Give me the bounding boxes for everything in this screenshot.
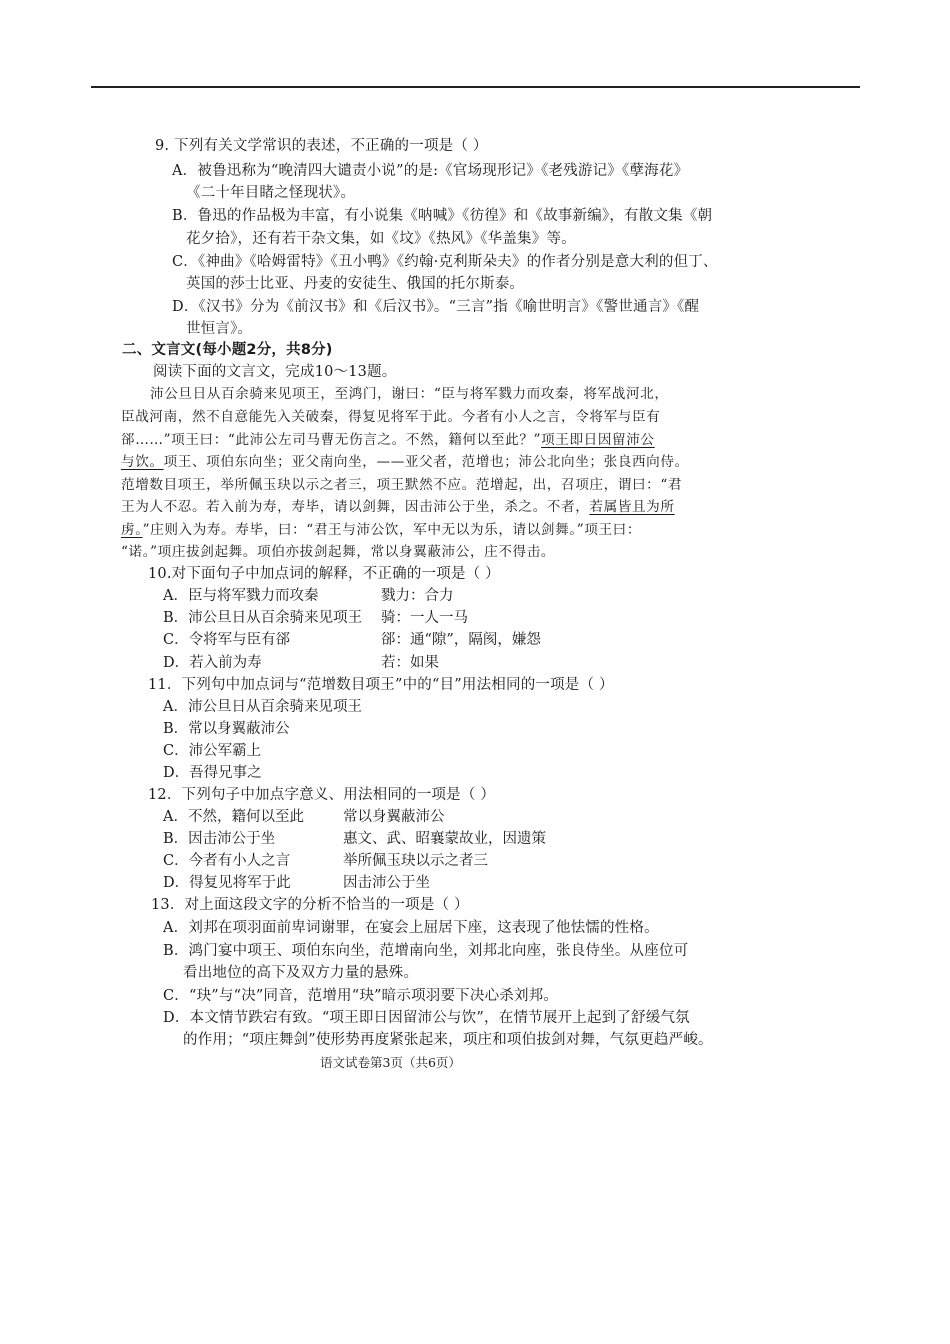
q9-option-c-line2: 英国的莎士比亚、丹麦的安徒生、俄国的托尔斯泰。 [186,276,525,292]
q9-option-b-line1: B．鲁迅的作品极为丰富，有小说集《呐喊》《彷徨》和《故事新编》，有散文集《朝 [172,208,713,224]
q13-option-a: A．刘邦在项羽面前卑词谢罪，在宴会上屈居下座，这表现了他怯懦的性格。 [163,920,659,936]
q9-option-d-line1: D．《汉书》分为《前汉书》和《后汉书》。“三言”指《喻世明言》《警世通言》《醒 [172,299,700,315]
q10-option-c-gloss: 郤：通“隙”，隔阂，嫌怨 [381,632,541,648]
underlined-sentence: 与饮。 [121,454,164,470]
underlined-sentence: 项王即日因留沛公 [541,432,655,448]
q10-option-d: D．若入前为寿 [163,655,262,671]
passage-line: 郤……”项王曰：“此沛公左司马曹无伤言之。不然，籍何以至此？”项王即日因留沛公 [121,432,655,448]
page-footer: 语文试卷第3页（共6页） [320,1055,461,1070]
passage-line: 臣战河南，然不自意能先入关破秦，得复见将军于此。今者有小人之言，令将军与臣有 [121,409,661,425]
q9-option-c-line1: C．《神曲》《哈姆雷特》《丑小鸭》《约翰·克利斯朵夫》的作者分别是意大利的但丁、 [172,254,718,270]
section-intro: 阅读下面的文言文，完成10～13题。 [153,364,397,380]
q12-option-b: B．因击沛公于坐 [163,831,276,847]
q10-option-b: B．沛公旦日从百余骑来见项王 [163,610,363,626]
header-rule [91,86,860,88]
passage-line: 与饮。项王、项伯东向坐；亚父南向坐，——亚父者，范增也；沛公北向坐；张良西向侍。 [121,454,689,470]
q12-option-d-compare: 因击沛公于坐 [343,875,430,891]
passage-line: 虏。”庄则入为寿。寿毕，曰：“君王与沛公饮，军中无以为乐，请以剑舞。”项王曰： [121,522,642,538]
q10-option-a-gloss: 戮力：合力 [381,588,454,604]
q13-option-d-line2: 的作用；“项庄舞剑”使形势再度紧张起来，项庄和项伯拔剑对舞，气氛更趋严峻。 [183,1032,713,1048]
q12-option-d: D．得复见将军于此 [163,875,291,891]
underlined-sentence: 若属皆且为所 [589,499,675,515]
passage-line: 沛公旦日从百余骑来见项王，至鸿门，谢曰：“臣与将军戮力而攻秦，将军战河北， [150,386,669,402]
q10-option-a: A．臣与将军戮力而攻秦 [163,588,319,604]
q9-stem: 9. 下列有关文学常识的表述，不正确的一项是（ ） [155,138,488,154]
q10-stem: 10.对下面句子中加点词的解释，不正确的一项是（ ） [148,566,500,582]
q12-option-c: C．今者有小人之言 [163,853,291,869]
q10-option-c: C．令将军与臣有郤 [163,632,291,648]
q12-option-a: A．不然，籍何以至此 [163,809,304,825]
q13-option-c: C．“玦”与“决”同音，范增用“玦”暗示项羽要下决心杀刘邦。 [163,988,559,1004]
q12-option-a-compare: 常以身翼蔽沛公 [343,809,445,825]
q12-option-c-compare: 举所佩玉玦以示之者三 [343,853,488,869]
underlined-sentence: 虏。 [121,522,143,538]
q11-option-c: C．沛公军霸上 [163,743,262,759]
q9-option-a-line2: 《二十年目睹之怪现状》。 [186,185,356,201]
q12-stem: 12．下列句子中加点字意义、用法相同的一项是（ ） [148,787,496,803]
q9-option-a-line1: A．被鲁迅称为“晚清四大谴责小说”的是:《官场现形记》《老残游记》《孽海花》 [172,163,689,179]
q9-option-d-line2: 世恒言》。 [186,321,253,337]
passage-line: 王为人不忍。若入前为寿，寿毕，请以剑舞，因击沛公于坐，杀之。不者，若属皆且为所 [121,499,675,515]
passage-line: 范增数目项王，举所佩玉玦以示之者三，项王默然不应。范增起，出，召项庄，谓曰：“君 [121,477,683,493]
q13-option-b-line1: B．鸿门宴中项王、项伯东向坐，范增南向坐，刘邦北向座，张良侍坐。从座位可 [163,943,689,959]
q11-stem: 11．下列句中加点词与“范增数目项王”中的“目”用法相同的一项是（ ） [148,677,614,693]
q10-option-b-gloss: 骑：一人一马 [381,610,468,626]
q13-option-b-line2: 看出地位的高下及双方力量的悬殊。 [183,965,419,981]
q12-option-b-compare: 惠文、武、昭襄蒙故业，因遗策 [343,831,546,847]
q11-option-d: D．吾得兄事之 [163,765,262,781]
section-heading: 二、文言文(每小题2分，共8分) [122,342,333,358]
q13-option-d-line1: D．本文情节跌宕有致。“项王即日因留沛公与饮”，在情节展开上起到了舒缓气氛 [163,1010,690,1026]
q13-stem: 13．对上面这段文字的分析不恰当的一项是（ ） [151,897,469,913]
q11-option-a: A．沛公旦日从百余骑来见项王 [163,699,362,715]
q9-option-b-line2: 花夕拾》，还有若干杂文集，如《坟》《热风》《华盖集》等。 [186,231,576,247]
q10-option-d-gloss: 若：如果 [381,655,439,671]
passage-line: “诺。”项庄拔剑起舞。项伯亦拔剑起舞，常以身翼蔽沛公，庄不得击。 [121,544,556,560]
q11-option-b: B．常以身翼蔽沛公 [163,721,290,737]
